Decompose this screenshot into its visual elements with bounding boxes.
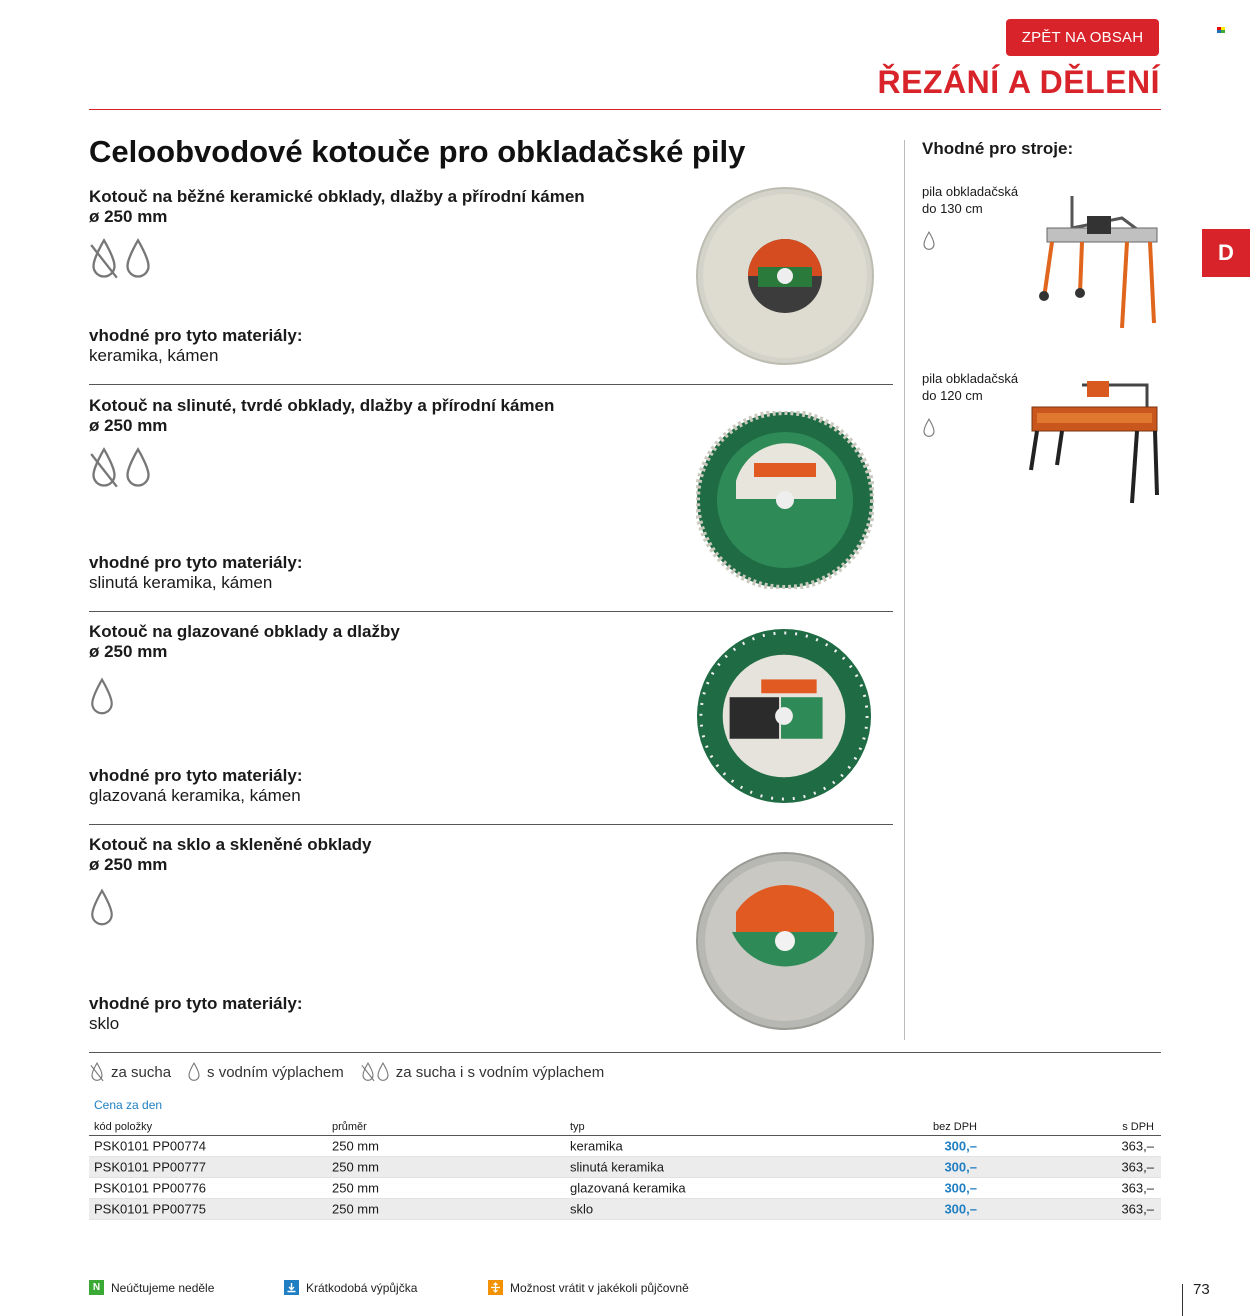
item-diameter: 250 mm [332,1201,379,1217]
wet-cutting-icon [89,887,115,929]
legend-dry: za sucha [111,1063,172,1081]
section-title: ŘEZÁNÍ A DĚLENÍ [877,64,1160,100]
product-diameter: ø 250 mm [89,642,168,661]
wet-cutting-icon [187,1062,201,1082]
wet-cutting-icon [376,1062,390,1082]
price-table [89,1118,1161,1220]
machine-name: pila obkladačská [922,371,1019,386]
wet-cutting-icon [123,447,153,489]
header-gross: s DPH [1122,1120,1154,1133]
page-title: Celoobvodové kotouče pro obkladačské pily [89,134,746,169]
materials-label: vhodné pro tyto materiály: [89,326,303,345]
section-divider [89,611,893,612]
legend-wet: s vodním výplachem [207,1063,344,1081]
materials-value: sklo [89,1014,120,1033]
machine-size: do 130 cm [922,201,983,216]
legend-divider [89,1052,1161,1053]
materials-label: vhodné pro tyto materiály: [89,994,303,1013]
product-diameter: ø 250 mm [89,416,168,435]
sidebar-heading: Vhodné pro stroje: [922,139,1074,158]
machine-name: pila obkladačská [922,184,1019,199]
price-net: 300,– [944,1180,977,1196]
sunday-free-icon: N [89,1280,104,1295]
materials-value: slinutá keramika, kámen [89,573,273,592]
machine-size: do 120 cm [922,388,983,403]
materials-label: vhodné pro tyto materiály: [89,553,303,572]
price-net: 300,– [944,1159,977,1175]
product-title: Kotouč na běžné keramické obklady, dlažby a přírodní kámen [89,187,585,206]
header-diameter: průměr [332,1120,367,1133]
short-term-rental-icon [284,1280,299,1295]
wet-cutting-icon [922,231,936,251]
section-divider [89,384,893,385]
table-row [89,1136,1161,1157]
price-gross: 363,– [1121,1201,1154,1217]
product-block [89,396,893,601]
table-header [89,1118,1161,1136]
product-block [89,835,893,1035]
wet-cutting-icon [123,238,153,280]
page-number: 73 [1193,1281,1210,1298]
cutting-disc-image [696,852,874,1030]
table-row [89,1199,1161,1220]
item-diameter: 250 mm [332,1159,379,1175]
product-diameter: ø 250 mm [89,855,168,874]
price-caption: Cena za den [94,1098,163,1112]
footer-item [488,1280,689,1295]
footer-item [89,1280,214,1295]
footer-item [284,1280,417,1295]
dry-cutting-icon [89,447,119,489]
footer-label: Krátkodobá výpůjčka [306,1280,418,1295]
item-type: sklo [570,1201,594,1217]
return-anywhere-icon [488,1280,503,1295]
item-code: PSK0101 PP00776 [94,1180,207,1196]
item-code: PSK0101 PP00774 [94,1138,207,1154]
price-gross: 363,– [1121,1159,1154,1175]
header-code: kód položky [94,1120,153,1133]
wet-cutting-icon [922,418,936,438]
item-diameter: 250 mm [332,1180,379,1196]
header-net: bez DPH [932,1120,977,1133]
footer-label: Neúčtujeme neděle [111,1280,215,1295]
header-divider [89,109,1161,110]
section-divider [89,824,893,825]
dry-cutting-icon [89,238,119,280]
wet-cutting-icon [89,676,115,718]
tile-saw-130-image [1032,188,1162,328]
item-type: slinutá keramika [570,1159,664,1175]
item-code: PSK0101 PP00775 [94,1201,207,1217]
cutting-disc-image [696,628,872,804]
tile-saw-120-image [1027,375,1162,515]
header-type: typ [570,1120,585,1133]
product-diameter: ø 250 mm [89,207,168,226]
table-row [89,1178,1161,1199]
price-net: 300,– [944,1201,977,1217]
item-type: keramika [570,1138,623,1154]
product-title: Kotouč na slinuté, tvrdé obklady, dlažby a přírodní kámen [89,396,555,415]
product-block [89,187,893,377]
dry-cutting-icon [360,1062,376,1082]
page-number-divider [1182,1284,1183,1316]
item-type: glazovaná keramika [570,1180,686,1196]
back-to-contents-button[interactable]: ZPĚT NA OBSAH [1006,19,1159,56]
materials-label: vhodné pro tyto materiály: [89,766,303,785]
product-title: Kotouč na glazované obklady a dlažby [89,622,400,641]
item-diameter: 250 mm [332,1138,379,1154]
dry-cutting-icon [89,1062,105,1082]
color-mark-icon [1217,27,1225,34]
materials-value: glazovaná keramika, kámen [89,786,301,805]
item-code: PSK0101 PP00777 [94,1159,207,1175]
sidebar-divider [904,140,905,1040]
legend [89,1062,620,1082]
materials-value: keramika, kámen [89,346,219,365]
product-block [89,622,893,817]
product-title: Kotouč na sklo a skleněné obklady [89,835,372,854]
cutting-disc-image [696,411,874,589]
table-row [89,1157,1161,1178]
price-net: 300,– [944,1138,977,1154]
cutting-disc-image [696,187,874,365]
price-gross: 363,– [1121,1138,1154,1154]
chapter-tab[interactable]: D [1202,229,1250,277]
footer-label: Možnost vrátit v jakékoli půjčovně [510,1280,689,1295]
legend-both: za sucha i s vodním výplachem [395,1063,605,1081]
price-gross: 363,– [1121,1180,1154,1196]
